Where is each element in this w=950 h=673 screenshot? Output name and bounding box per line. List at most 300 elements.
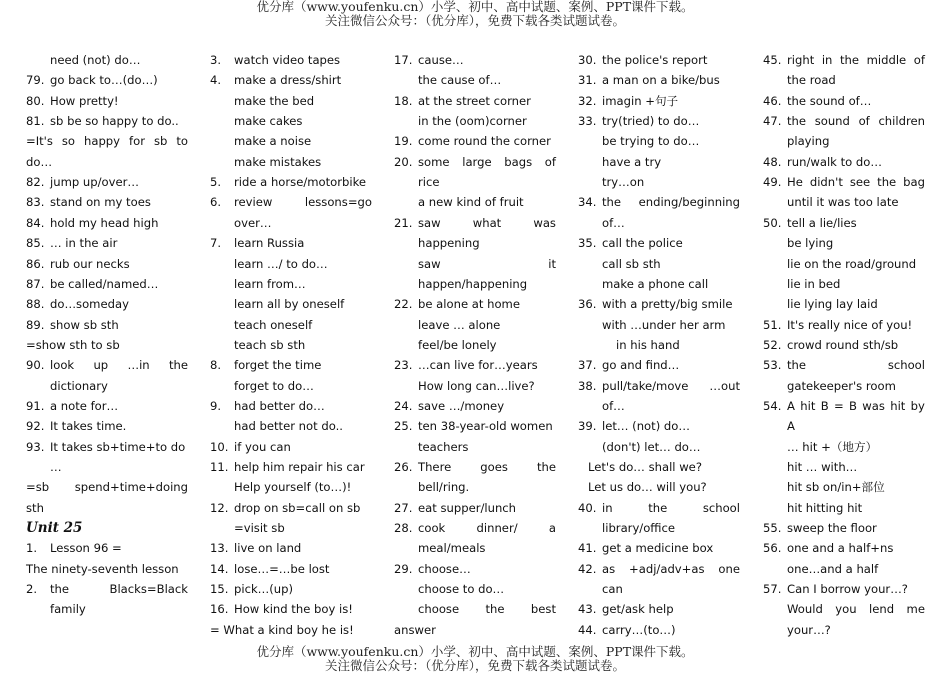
item-text: Lesson 96 =: [50, 541, 122, 556]
item-number: 92.: [26, 419, 45, 434]
text-line: [26, 538, 188, 558]
item-text: Can I borrow your…?: [787, 582, 908, 597]
text-line: [418, 599, 556, 619]
text-line: [418, 254, 556, 274]
text-line: [602, 579, 740, 599]
item-text: carry…(to…): [602, 622, 676, 637]
item-number: 29.: [394, 561, 413, 576]
item-number: 13.: [210, 541, 229, 556]
item-text: [787, 355, 925, 375]
word: what: [472, 215, 502, 230]
item-text: [602, 192, 740, 212]
item-text: It takes sb+time+to do: [50, 439, 186, 454]
word: of: [913, 53, 925, 67]
text-line: [26, 233, 188, 253]
item-text: show sb sth: [50, 317, 119, 332]
text-line: [418, 376, 556, 396]
item-text: [787, 172, 925, 192]
item-text: get/ask help: [602, 602, 674, 617]
text-line: [787, 498, 925, 518]
item-text: lie lying lay laid: [787, 297, 878, 312]
text-line: [578, 620, 740, 640]
item-text: sweep the floor: [787, 521, 877, 536]
text-line: [602, 213, 740, 233]
text-line: [763, 355, 925, 375]
item-text: do…someday: [50, 297, 129, 312]
item-text: [418, 457, 556, 477]
text-line: [234, 335, 372, 355]
item-text: library/office: [602, 521, 676, 536]
text-line: [418, 538, 556, 558]
item-text: happening: [418, 236, 480, 251]
item-text: [787, 111, 925, 131]
item-number: 6.: [210, 195, 222, 210]
word: look: [50, 358, 75, 373]
item-text: get a medicine box: [602, 541, 714, 556]
text-line: [26, 294, 188, 314]
item-text: hit … with…: [787, 460, 858, 474]
text-line: [234, 111, 372, 131]
item-number: 11.: [210, 460, 229, 474]
word: the: [839, 53, 860, 67]
text-line: [578, 498, 740, 518]
item-text: [26, 131, 188, 151]
text-line: [210, 579, 372, 599]
item-text: call sb sth: [602, 256, 661, 271]
word: sb: [153, 134, 168, 149]
item-number: 37.: [578, 358, 597, 373]
text-line: [578, 91, 740, 111]
text-line: [210, 233, 372, 253]
item-text: choose to do…: [418, 582, 505, 597]
item-text: can: [602, 582, 623, 597]
word: There: [418, 460, 452, 474]
text-line: [26, 437, 188, 457]
text-line: [210, 396, 372, 416]
header-line-1: 优分库（www.youfenku.cn）小学、初中、高中试题、案例、PPT课件下载。: [256, 0, 694, 14]
item-number: 89.: [26, 317, 45, 332]
word: lend: [869, 602, 895, 617]
item-text: the sound of…: [787, 93, 872, 108]
item-number: 56.: [763, 541, 782, 556]
item-text: pick…(up): [234, 582, 294, 597]
item-text: … hit +（地方）: [787, 439, 878, 454]
item-text: make a dress/shirt: [234, 73, 342, 88]
item-text: if you can: [234, 439, 291, 454]
item-number: 38.: [578, 378, 597, 393]
word: lessons=go: [304, 195, 372, 210]
text-line: [26, 213, 188, 233]
item-number: 23.: [394, 358, 413, 373]
item-text: family: [50, 602, 86, 617]
text-line: [578, 355, 740, 375]
item-text: need (not) do…: [50, 53, 141, 67]
item-text: until it was too late: [787, 195, 899, 210]
item-text: eat supper/lunch: [418, 500, 517, 515]
item-number: 84.: [26, 215, 45, 230]
text-line: [210, 559, 372, 579]
item-number: 24.: [394, 398, 413, 413]
item-text: …: [50, 460, 62, 474]
text-line: [394, 131, 556, 151]
text-line: [50, 376, 188, 396]
item-number: 5.: [210, 175, 222, 190]
item-text: your…?: [787, 622, 831, 637]
text-line: [763, 50, 925, 70]
item-text: ten 38-year-old women: [418, 419, 553, 434]
item-number: 17.: [394, 53, 413, 67]
item-text: have a try: [602, 154, 662, 169]
text-line: [763, 91, 925, 111]
text-line: [394, 457, 556, 477]
text-line: [787, 131, 925, 151]
word: saw: [418, 256, 441, 271]
item-text: leave … alone: [418, 317, 501, 332]
text-line: [26, 498, 188, 518]
text-line: [578, 111, 740, 131]
item-text: cause…: [418, 53, 464, 67]
item-text: at the street corner: [418, 93, 531, 108]
text-line: [763, 335, 925, 355]
item-number: 47.: [763, 114, 782, 129]
text-line: [787, 416, 925, 436]
text-line: [418, 172, 556, 192]
item-number: 80.: [26, 93, 45, 108]
word: didn't: [809, 175, 843, 190]
item-text: do…: [26, 154, 53, 169]
item-number: 25.: [394, 419, 413, 434]
item-number: 1.: [26, 541, 38, 556]
word: right: [787, 53, 815, 67]
item-number: 20.: [394, 154, 413, 169]
item-text: [787, 599, 925, 619]
item-text: [602, 498, 740, 518]
item-text: It's really nice of you!: [787, 317, 913, 332]
text-line: [394, 559, 556, 579]
text-line: [210, 620, 372, 640]
word: was: [862, 398, 885, 413]
word: to: [176, 134, 188, 149]
word: ending/beginning: [638, 195, 740, 210]
text-line: [234, 518, 372, 538]
word: …out: [709, 378, 740, 393]
word: the: [536, 460, 556, 474]
word: one: [718, 561, 740, 576]
item-text: forget to do…: [234, 378, 314, 393]
item-text: drop on sb=call on sb: [234, 500, 361, 515]
item-text: sb be so happy to do..: [50, 114, 179, 129]
header: [0, 0, 950, 28]
item-text: teachers: [418, 439, 469, 454]
item-text: lose…=…be lost: [234, 561, 330, 576]
item-text: [787, 50, 925, 70]
text-line: [394, 213, 556, 233]
text-line: [602, 437, 740, 457]
text-line: [602, 131, 740, 151]
footer-line-2: 关注微信公众号：（优分库），免费下载各类试题试卷。: [324, 658, 625, 673]
word: by: [910, 398, 925, 413]
item-text: make the bed: [234, 93, 315, 108]
text-line: [578, 233, 740, 253]
word: +adj/adv+as: [629, 561, 705, 576]
item-number: 54.: [763, 398, 782, 413]
item-text: let… (not) do…: [602, 419, 690, 434]
item-number: 90.: [26, 358, 45, 373]
text-line: [578, 70, 740, 90]
item-number: 7.: [210, 236, 222, 251]
word: as: [602, 561, 616, 576]
item-number: 8.: [210, 358, 222, 373]
text-line: [602, 315, 740, 335]
text-line: [418, 233, 556, 253]
text-line: [26, 172, 188, 192]
word: saw: [418, 215, 441, 230]
item-text: choose…: [418, 561, 471, 576]
item-text: Help yourself (to…)!: [234, 480, 352, 495]
text-line: [578, 376, 740, 396]
item-text: [418, 213, 556, 233]
text-line: [578, 599, 740, 619]
item-text: be called/named…: [50, 276, 159, 291]
text-line: [394, 294, 556, 314]
word: dinner/: [476, 521, 518, 536]
text-line: [578, 559, 740, 579]
item-number: 57.: [763, 582, 782, 597]
item-text: imagin +句子: [602, 93, 679, 108]
word: happy: [84, 134, 121, 149]
item-text: answer: [394, 622, 436, 637]
word: A: [787, 398, 795, 413]
item-text: teach sb sth: [234, 337, 306, 352]
text-line: [26, 518, 188, 538]
word: the: [168, 358, 188, 373]
text-line: [787, 254, 925, 274]
item-text: of…: [602, 215, 625, 230]
item-number: 42.: [578, 561, 597, 576]
text-line: [578, 50, 740, 70]
word: =: [833, 398, 844, 413]
item-number: 87.: [26, 276, 45, 291]
item-text: stand on my toes: [50, 195, 151, 210]
text-line: [602, 274, 740, 294]
text-line: [210, 355, 372, 375]
item-text: make cakes: [234, 114, 303, 129]
word: school: [887, 358, 925, 373]
item-number: 26.: [394, 460, 413, 474]
item-number: 53.: [763, 358, 782, 373]
text-line: [26, 477, 188, 497]
item-text: try…on: [602, 175, 645, 190]
text-line: [418, 477, 556, 497]
item-text: hit sb on/in+部位: [787, 480, 885, 495]
item-text: crowd round sth/sb: [787, 337, 899, 352]
item-text: help him repair his car: [234, 460, 365, 474]
item-number: 41.: [578, 541, 597, 556]
word: large: [462, 154, 492, 169]
item-text: go back to…(do…): [50, 73, 158, 88]
item-text: in the (oom)corner: [418, 114, 527, 129]
item-text: dictionary: [50, 378, 108, 393]
text-column: [578, 50, 740, 650]
footer-line-1: 优分库（www.youfenku.cn）小学、初中、高中试题、案例、PPT课件下载。: [256, 644, 694, 659]
text-line: [787, 620, 925, 640]
text-line: [602, 396, 740, 416]
word: He: [787, 175, 803, 190]
text-line: [763, 111, 925, 131]
item-number: 83.: [26, 195, 45, 210]
text-line: [26, 559, 188, 579]
item-number: 12.: [210, 500, 229, 515]
item-number: 93.: [26, 439, 45, 454]
item-number: 2.: [26, 582, 38, 597]
item-number: 16.: [210, 602, 229, 617]
word: sound: [814, 114, 850, 129]
text-line: [210, 599, 372, 619]
word: hit: [890, 398, 906, 413]
item-text: try(tried) to do…: [602, 114, 700, 129]
item-text: hold my head high: [50, 215, 159, 230]
item-text: forget the time: [234, 358, 322, 373]
text-line: [763, 396, 925, 416]
word: up: [93, 358, 109, 373]
text-line: [787, 233, 925, 253]
text-line: [418, 437, 556, 457]
item-text: The ninety-seventh lesson: [26, 561, 179, 576]
text-line: [418, 111, 556, 131]
item-number: 45.: [763, 53, 782, 67]
text-line: [394, 518, 556, 538]
item-text: lie in bed: [787, 276, 841, 291]
item-text: = What a kind boy he is!: [210, 622, 354, 637]
item-text: [50, 355, 188, 375]
text-line: [210, 457, 372, 477]
word: it: [548, 256, 556, 271]
item-text: [602, 376, 740, 396]
item-number: 32.: [578, 93, 597, 108]
text-line: [26, 335, 188, 355]
item-text: [418, 518, 556, 538]
item-number: 10.: [210, 439, 229, 454]
word: pull/take/move: [602, 378, 689, 393]
item-text: sth: [26, 500, 44, 515]
item-number: 14.: [210, 561, 229, 576]
header-line-2: 关注微信公众号：（优分库），免费下载各类试题试卷。: [324, 13, 625, 28]
text-line: [763, 538, 925, 558]
text-line: [234, 477, 372, 497]
text-line: [394, 50, 556, 70]
item-text: had better not do..: [234, 419, 343, 434]
word: a: [548, 521, 556, 536]
text-line: [26, 192, 188, 212]
text-line: [394, 152, 556, 172]
item-number: 85.: [26, 236, 45, 251]
item-text: [234, 192, 372, 212]
item-number: 39.: [578, 419, 597, 434]
item-text: How kind the boy is!: [234, 602, 353, 617]
item-text: make a phone call: [602, 276, 709, 291]
word: best: [530, 602, 556, 617]
item-number: 88.: [26, 297, 45, 312]
item-number: 86.: [26, 256, 45, 271]
text-line: [26, 152, 188, 172]
word: some: [418, 154, 450, 169]
item-number: 22.: [394, 297, 413, 312]
footer: [0, 645, 950, 673]
item-text: the police's report: [602, 53, 708, 67]
item-text: Unit 25: [26, 520, 83, 537]
word: =sb: [26, 480, 50, 495]
word: see: [849, 175, 871, 190]
word: bags: [504, 154, 533, 169]
item-text: be trying to do…: [602, 134, 700, 149]
text-line: [616, 335, 740, 355]
text-line: [50, 50, 188, 70]
text-line: [26, 70, 188, 90]
text-line: [234, 254, 372, 274]
item-text: teach oneself: [234, 317, 313, 332]
item-text: a man on a bike/bus: [602, 73, 720, 88]
item-text: A: [787, 419, 795, 434]
item-text: learn from…: [234, 276, 306, 291]
text-line: [26, 315, 188, 335]
text-line: [234, 315, 372, 335]
text-line: [26, 396, 188, 416]
item-text: gatekeeper's room: [787, 378, 896, 393]
text-line: [588, 457, 740, 477]
text-line: [26, 355, 188, 375]
item-number: 40.: [578, 500, 597, 515]
text-line: [602, 254, 740, 274]
item-text: jump up/over…: [50, 175, 139, 190]
text-line: [26, 254, 188, 274]
word: spend+time+doing: [74, 480, 188, 495]
text-line: [418, 274, 556, 294]
text-line: [787, 437, 925, 457]
text-line: [234, 294, 372, 314]
text-line: [578, 416, 740, 436]
text-line: [787, 457, 925, 477]
item-text: meal/meals: [418, 541, 486, 556]
text-line: [394, 498, 556, 518]
text-line: [418, 315, 556, 335]
text-line: [787, 192, 925, 212]
word: me: [906, 602, 925, 617]
item-number: 46.: [763, 93, 782, 108]
item-number: 44.: [578, 622, 597, 637]
text-column: [26, 50, 188, 650]
word: the: [602, 195, 622, 210]
text-line: [763, 518, 925, 538]
item-number: 43.: [578, 602, 597, 617]
item-text: go and find…: [602, 358, 680, 373]
item-text: bell/ring.: [418, 480, 470, 495]
item-text: Let's do… shall we?: [588, 460, 702, 474]
item-number: 28.: [394, 521, 413, 536]
text-column: [210, 50, 372, 650]
word: was: [533, 215, 556, 230]
item-text: hit hitting hit: [787, 500, 863, 515]
item-text: one and a half+ns: [787, 541, 894, 556]
item-text: lie on the road/ground: [787, 256, 917, 271]
text-line: [394, 91, 556, 111]
word: the: [787, 358, 807, 373]
item-text: learn …/ to do…: [234, 256, 328, 271]
item-text: [50, 579, 188, 599]
word: the: [648, 500, 668, 515]
item-text: make mistakes: [234, 154, 322, 169]
item-text: playing: [787, 134, 830, 149]
word: in: [602, 500, 613, 515]
